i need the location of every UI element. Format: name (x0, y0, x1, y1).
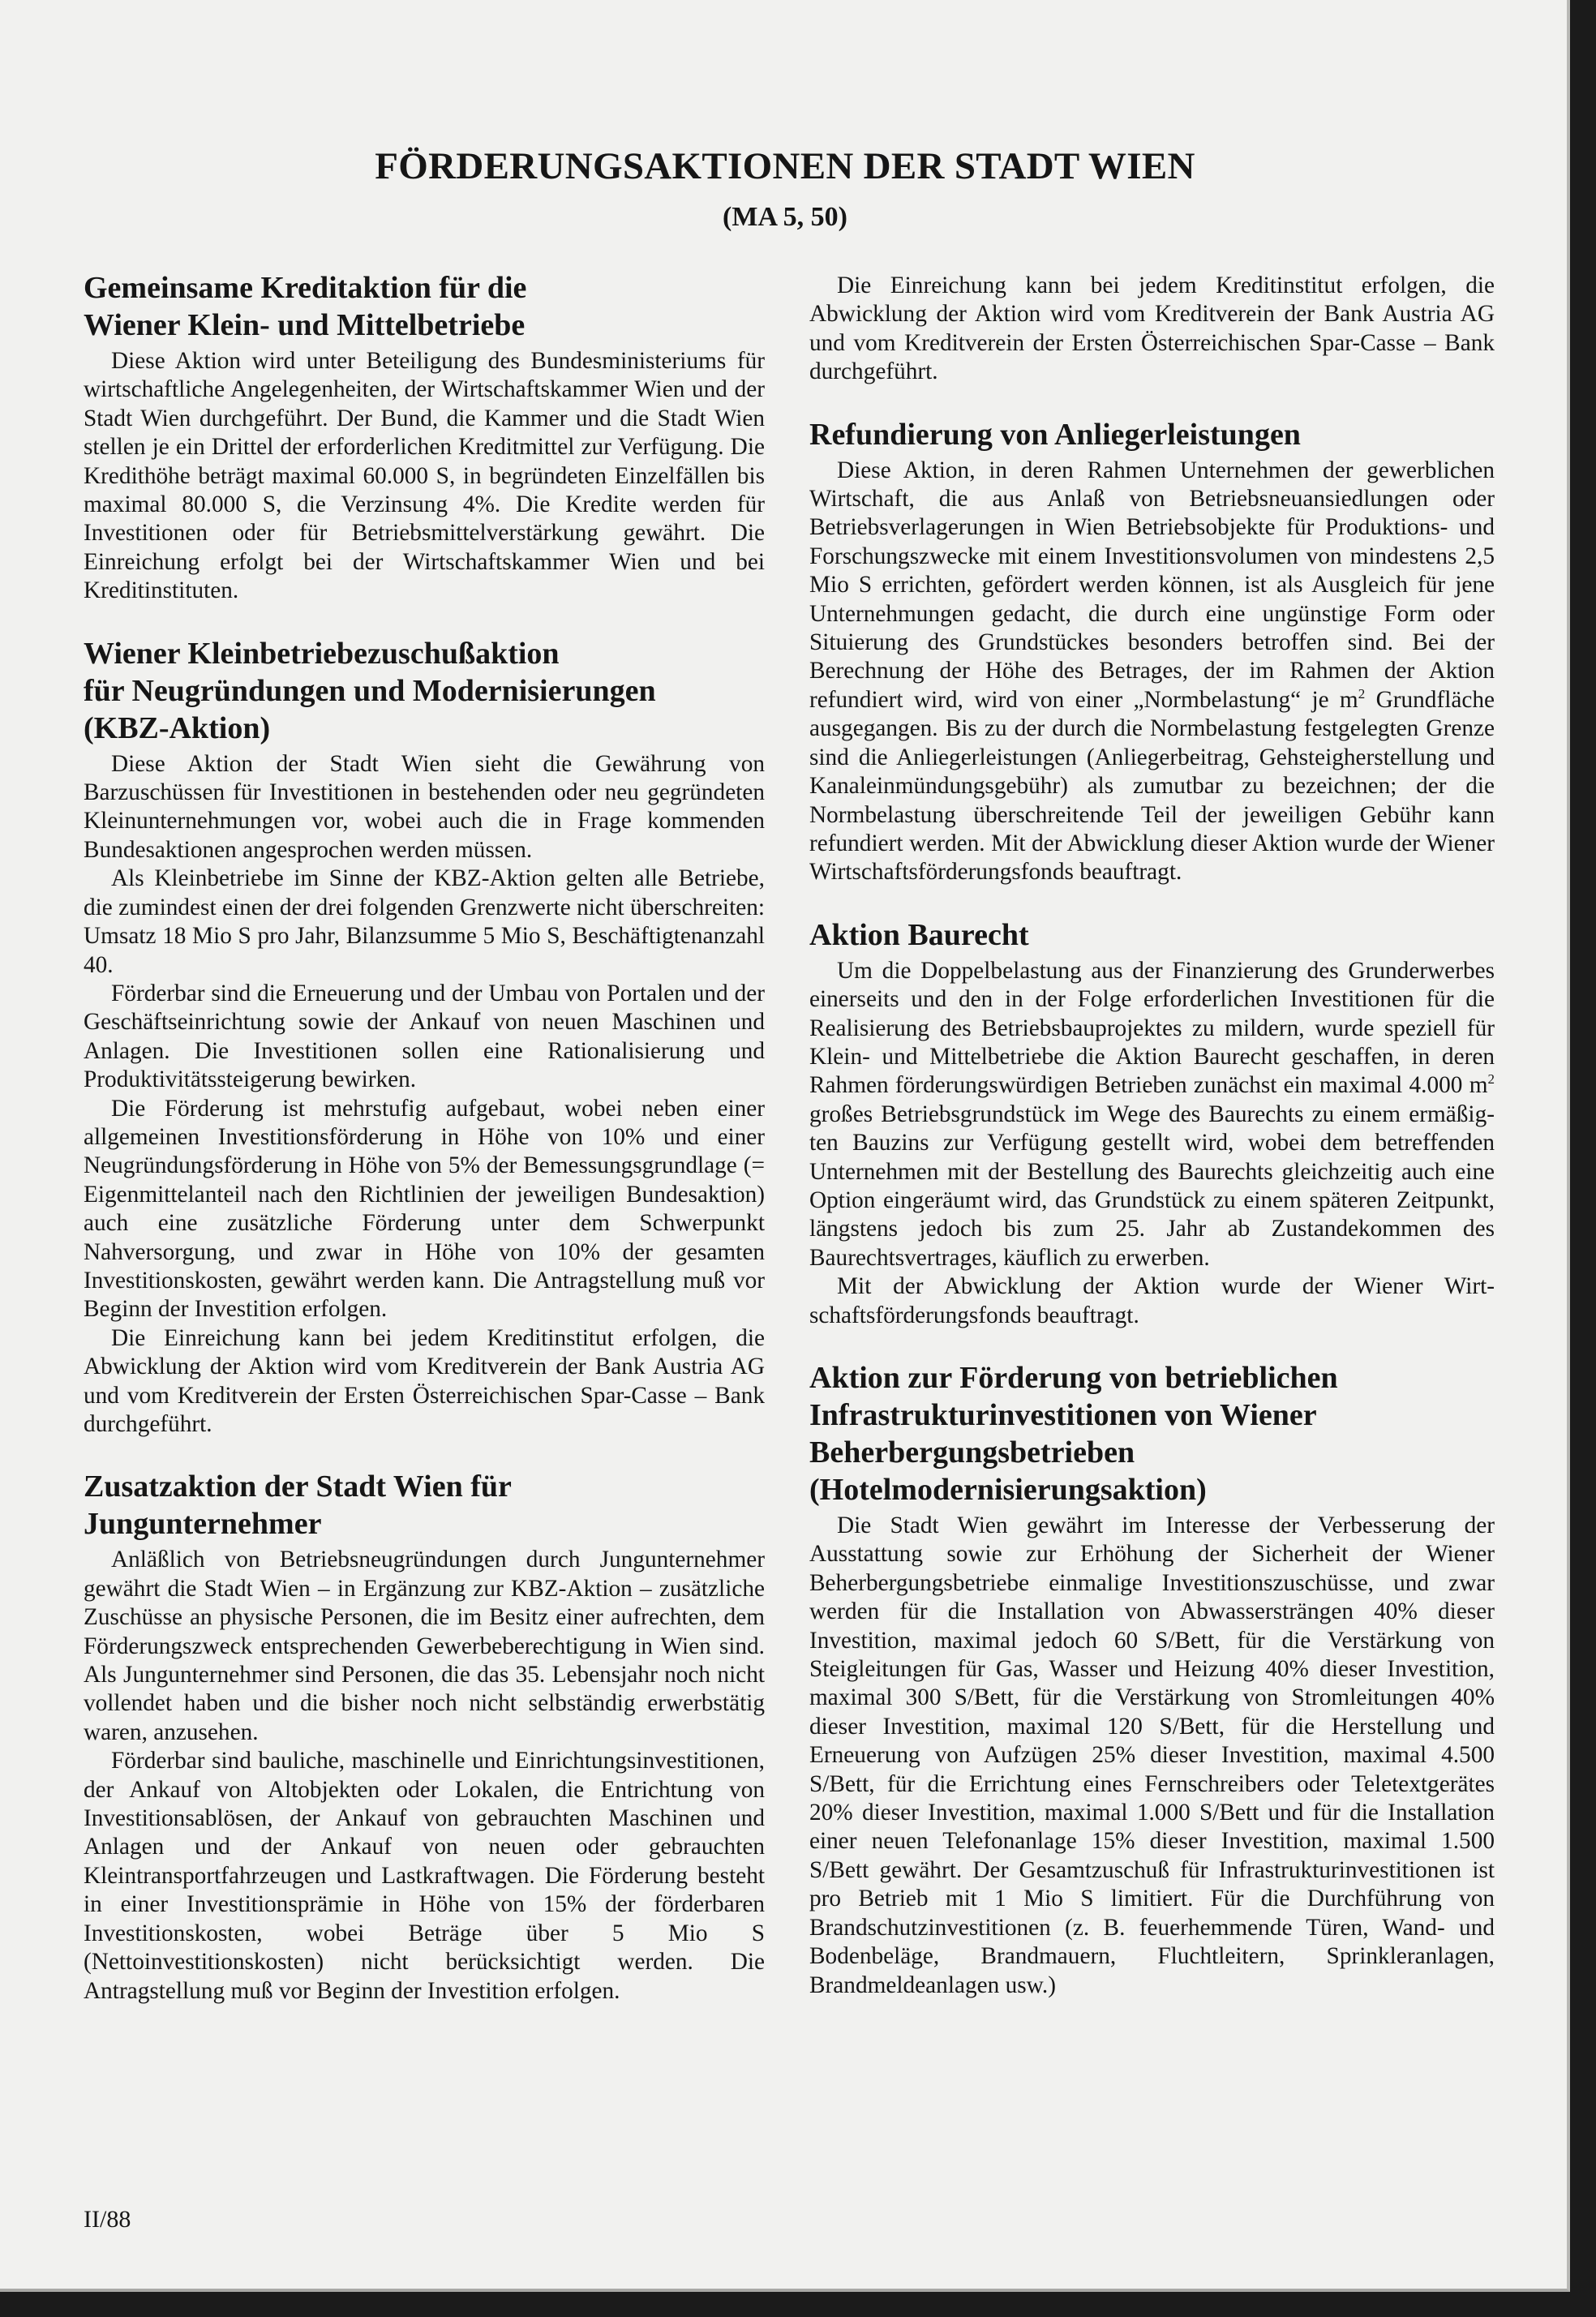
section-kreditaktion (84, 269, 765, 606)
paragraph: Diese Aktion der Stadt Wien sieht die Gewährung von Barzuschüssen für Investitionen in bestehenden oder neu gegründeten Kleinunternehmungen vor, wobei auch die in Frage kommenden Bundesaktionen angesprochen werden müssen. (84, 750, 765, 863)
heading-line: Wiener Kleinbetriebezuschußaktion (84, 636, 560, 671)
heading-line: (KBZ-Aktion) (84, 710, 271, 745)
paragraph: Als Kleinbetriebe im Sinne der KBZ-Aktion gelten alle Betriebe, die zumindest einen der drei folgenden Grenzwerte nicht überschreiten: Umsatz 18 Mio S pro Jahr, Bilanzsumme 5 Mio S, Beschäftigtenanzahl 40. (84, 865, 765, 978)
heading-line: Jungunternehmer (84, 1507, 322, 1542)
paragraph: Die Förderung ist mehrstufig aufgebaut, wobei neben einer allgemeinen Investitionsförderung in Höhe von 10% und einer Neugründungsförderung in Höhe von 5% der Bemessungsgrundlage (= Eigenmittelanteil nach den Richtlinien der jeweiligen Bundesaktion) auch eine zusätzliche Förderung unter dem Schwerpunkt Nahversorgung, und zwar in Höhe von 10% der gesamten Investitionskosten, gewährt werden kann. Die Antragstellung muß vor Beginn der Investition erfolgen. (84, 1095, 765, 1323)
right-column (809, 272, 1495, 2000)
section-heading (809, 1359, 1495, 1508)
paragraph: Die Einreichung kann bei jedem Kreditinstitut erfolgen, die Abwicklung der Aktion wird vom Kreditverein der Bank Austria AG und vom Kreditverein der Ersten Österreichischen Spar-Casse – Bank durchgeführt. (809, 272, 1495, 385)
heading-line: Beherbergungsbetrieben (809, 1435, 1135, 1470)
section-heading (84, 635, 765, 747)
section-anliegerleistungen (809, 416, 1495, 887)
heading-line: für Neugründungen und Modernisierungen (84, 673, 656, 708)
paragraph: Anläßlich von Betriebsneugründungen durch Jungunternehmer gewährt die Stadt Wien – in Ergänzung zur KBZ-Aktion – zusätzliche Zuschüsse an physische Personen, die im Besitz einer aufrechten, dem Förderungszweck entsprechenden Gewerbeberechtigung in Wien sind. Als Jungunternehmer sind Personen, die das 35. Lebensjahr noch nicht vollendet haben und die bisher noch nicht selbständig erwerbstätig waren, anzusehen. (84, 1547, 765, 1745)
paragraph: Diese Aktion wird unter Beteiligung des Bundesministeriums für wirtschaftliche Angelegenheiten, der Wirtschaftskammer Wien und der Stadt Wien durchgeführt. Der Bund, die Kammer und die Stadt Wien stellen je ein Drittel der erforderlichen Kreditmittel zur Verfügung. Die Kredithöhe beträgt maximal 60.000 S, in begründeten Einzelfällen bis maximal 80.000 S, die Verzinsung 4%. Die Kredite werden für Investitionen oder für Betriebsmittelverstärkung gewährt. Die Einreichung erfolgt bei der Wirtschaftskammer Wien und bei Kreditinstituten. (84, 348, 765, 604)
heading-line: Aktion zur Förderung von betrieblichen (809, 1361, 1338, 1395)
page-number: II/88 (84, 2206, 131, 2233)
section-heading (84, 1468, 765, 1543)
page-subtitle: (MA 5, 50) (723, 202, 847, 232)
heading-line: Wiener Klein- und Mittelbetriebe (84, 308, 526, 342)
heading-line: Infrastrukturinvestitionen von Wiener (809, 1398, 1317, 1432)
page-title: FÖRDERUNGSAKTIONEN DER STADT WIEN (375, 145, 1195, 187)
heading-line: Zusatzaktion der Stadt Wien für (84, 1470, 512, 1504)
section-heading: Refundierung von Anliegerleistungen (809, 417, 1301, 452)
section-kbz-aktion (84, 635, 765, 1440)
paragraph: Um die Doppelbelastung aus der Finanzierung des Grunderwerbes einerseits und den in der Folge erforderlichen Investitionen für die Realisierung des Betriebsbauprojektes zu mildern, wurde speziell für Klein- und Mittelbetriebe die Aktion Baurecht geschaffen, in deren Rahmen förderungswürdigen Betrieben zunächst ein maximal 4.000 $m^2$ großes Betriebsgrundstück im Wege des Baurechts zu einem ermäßigten Bauzins zur Verfügung gestellt wird, wobei dem betreffenden Unternehmen mit der Bestellung des Baurechts gleichzeitig auch eine Option eingeräumt wird, das Grundstück zu einem späteren Zeitpunkt, längstens jedoch bis zum 25. Jahr ab Zustandekommen des Baurechtsvertrages, käuflich zu erwerben. (809, 957, 1495, 1271)
paragraph: Mit der Abwicklung der Aktion wurde der Wiener Wirtschaftsförderungsfonds beauftragt. (809, 1273, 1495, 1328)
paragraph: Förderbar sind bauliche, maschinelle und Einrichtungsinvestitionen, der Ankauf von Altobjekten oder Lokalen, die Entrichtung von Investitionsablösen, der Ankauf von gebrauchten Maschinen und Anlagen und der Ankauf von neuen oder gebrauchten Kleintransportfahrzeugen und Lastkraftwagen. Die Förderung besteht in einer Investitionsprämie in Höhe von 15% der förderbaren Investitionskosten, wobei Beträge über 5 Mio S (Nettoinvestitionskosten) nicht berücksichtigt werden. Die Antragstellung muß vor Beginn der Investition erfolgen. (84, 1748, 765, 2004)
heading-line: (Hotelmodernisierungsaktion) (809, 1473, 1207, 1507)
section-baurecht (809, 916, 1495, 1330)
section-heading: Aktion Baurecht (809, 917, 1029, 952)
section-heading (84, 269, 765, 344)
section-jungunternehmer (84, 1468, 765, 2006)
left-column (84, 269, 765, 2006)
paragraph: Die Einreichung kann bei jedem Kreditinstitut erfolgen, die Abwicklung der Aktion wird vom Kreditverein der Bank Austria AG und vom Kreditverein der Ersten Österreichischen Spar-Casse – Bank durchgeführt. (84, 1324, 765, 1437)
paragraph: Die Stadt Wien gewährt im Interesse der Verbesserung der Ausstattung sowie zur Erhöhung der Sicherheit der Wiener Beherbergungsbetriebe einmalige Investitionszuschüsse, und zwar werden für die Installation von Abwassersträngen 40% dieser Investition, maximal jedoch 60 S/Bett, für die Verstärkung von Steigleitungen für Gas, Wasser und Heizung 40% dieser Investition, maximal 300 S/Bett, für die Verstärkung von Stromleitungen 40% dieser Investition, maximal 120 S/Bett, für die Herstellung und Erneuerung von Aufzügen 25% dieser Investition, maximal 4.500 S/Bett, für die Errichtung eines Fernschreibers oder Teletextgerätes 20% dieser Investition, maximal 1.000 S/Bett und für die Installation einer neuen Telefonanlage 15% dieser Investition, maximal 1.500 S/Bett gewährt. Der Gesamtzuschuß für Infrastrukturinvestitionen ist pro Betrieb mit 1 Mio S limitiert. Für die Durchführung von Brandschutzinvestitionen (z. B. feuerhemmende Türen, Wand- und Bodenbeläge, Brandmauern, Fluchtleitern, Sprinkleranlagen, Brandmeldeanlagen usw.) (809, 1512, 1495, 1998)
section-hotelmodernisierung (809, 1359, 1495, 2000)
paragraph: Förderbar sind die Erneuerung und der Umbau von Portalen und der Geschäftseinrichtung sowie der Ankauf von neuen Maschinen und Anlagen. Die Investitionen sollen eine Rationalisierung und Produktivitätssteigerung bewirken. (84, 980, 765, 1093)
paragraph: Diese Aktion, in deren Rahmen Unternehmen der gewerblichen Wirtschaft, die aus Anlaß von Betriebsneuansiedlungen oder Betriebsverlagerungen in Wien Betriebsobjekte für Produktions- und Forschungszwecke mit einem Investitionsvolumen von mindestens 2,5 Mio S errichten, gefördert werden können, ist als Ausgleich für jene Unternehmungen gedacht, die durch eine ungünstige Form oder Situierung des Grundstückes besonders betroffen sind. Bei der Berechnung der Höhe des Betrages, der im Rahmen der Aktion refundiert wird, wird von einer „Normbelastung“ je $m^2$ Grundfläche ausgegangen. Bis zu der durch die Normbelastung festgelegten Grenze sind die Anliegerleistungen (Anliegerbeitrag, Gehsteigherstellung und Kanaleinmündungsgebühr) als zumutbar zu bezeichnen; der die Normbelastung überschreitende Teil der jeweiligen Gebühr kann refundiert werden. Mit der Abwicklung dieser Aktion wurde der Wiener Wirtschaftsförderungsfonds beauftragt. (809, 457, 1495, 886)
heading-line: Gemeinsame Kreditaktion für die (84, 271, 527, 305)
